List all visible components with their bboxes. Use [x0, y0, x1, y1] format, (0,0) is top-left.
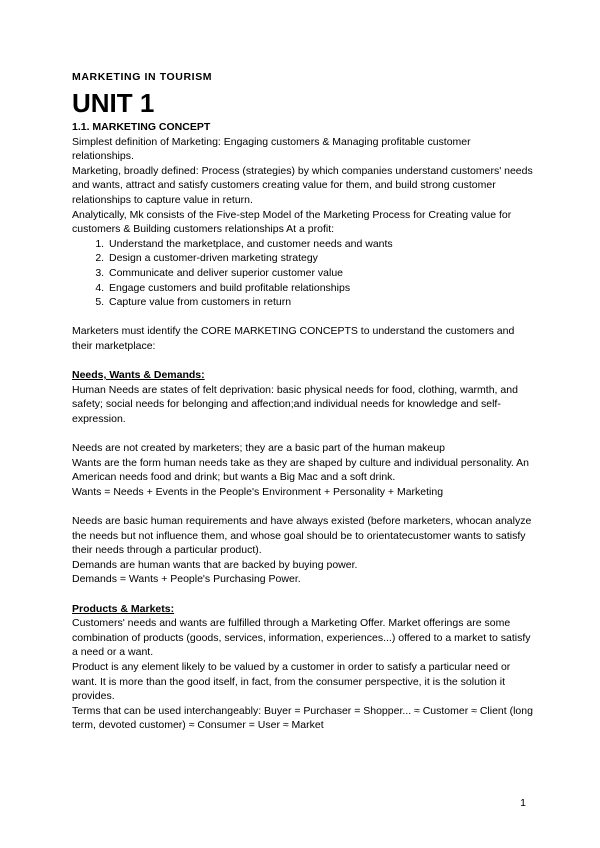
needs-paragraph: Human Needs are states of felt deprivation: basic physical needs for food, clothing, warmth, and safety; social needs for belonging and affection;and individual needs for knowledge and self-expression.: [72, 383, 518, 425]
section-title: 1.1. MARKETING CONCEPT: [72, 121, 211, 133]
needs-paragraph: Demands are human wants that are backed by buying power.: [72, 558, 358, 571]
list-item: 1. Understand the marketplace, and customer needs and wants: [107, 237, 534, 252]
list-item: 5. Capture value from customers in return: [107, 295, 534, 310]
intro-paragraph: Marketing, broadly defined: Process (strategies) by which companies understand customers' needs and wants, attract and satisfy customers creating value for them, and build strong customer relationships to capture value in return.: [72, 164, 533, 206]
needs-paragraph: Wants = Needs + Events in the People's Environment + Personality + Marketing: [72, 485, 444, 498]
page-number: 1: [520, 797, 526, 809]
products-paragraph: Product is any element likely to be valued by a customer in order to satisfy a particular need or want. It is more than the good itself, in fact, from the consumer perspective, it is the solution it provides.: [72, 660, 511, 703]
list-item: 2. Design a customer-driven marketing strategy: [107, 251, 534, 266]
marketing-process-steps: [72, 237, 534, 310]
list-item: 3. Communicate and deliver superior customer value: [107, 266, 534, 281]
course-title: MARKETING IN TOURISM: [72, 71, 213, 83]
needs-paragraph: Needs are not created by marketers; they are a basic part of the human makeup: [72, 442, 445, 455]
needs-paragraph: Needs are basic human requirements and have always existed (before marketers, whocan analyze the needs but not influence them, and whose goal should be to orientatecustomer wants to satisfy their needs through a particular product).: [72, 515, 532, 557]
page-content: [72, 71, 534, 733]
needs-heading: Needs, Wants & Demands:: [72, 369, 205, 382]
list-item: 4. Engage customers and build profitable relationships: [107, 281, 534, 296]
core-concepts-paragraph: Marketers must identify the CORE MARKETING CONCEPTS to understand the customers and their marketplace:: [72, 325, 515, 352]
needs-paragraph: Wants are the form human needs take as they are shaped by culture and individual personality. An American needs food and drink; but wants a Big Mac and a soft drink.: [72, 456, 530, 484]
unit-title: UNIT 1: [72, 88, 155, 118]
intro-paragraph: Simplest definition of Marketing: Engaging customers & Managing profitable customer relationships.: [72, 135, 471, 163]
products-paragraph: Customers' needs and wants are fulfilled through a Marketing Offer. Market offerings are some combination of products (goods, services, information, experiences...) offered to a market to satisfy a need or a want.: [72, 617, 531, 659]
products-paragraph: Terms that can be used interchangeably: Buyer = Purchaser = Shopper... ≈ Customer ≈ Client (long term, devoted customer) ≈ Consumer = User ≈ Market: [72, 704, 533, 732]
needs-paragraph: Demands = Wants + People's Purchasing Power.: [72, 573, 301, 586]
products-heading: Products & Markets:: [72, 602, 175, 615]
intro-paragraph: Analytically, Mk consists of the Five-step Model of the Marketing Process for Creating value for customers & Building customers relationships At a profit:: [72, 208, 512, 236]
